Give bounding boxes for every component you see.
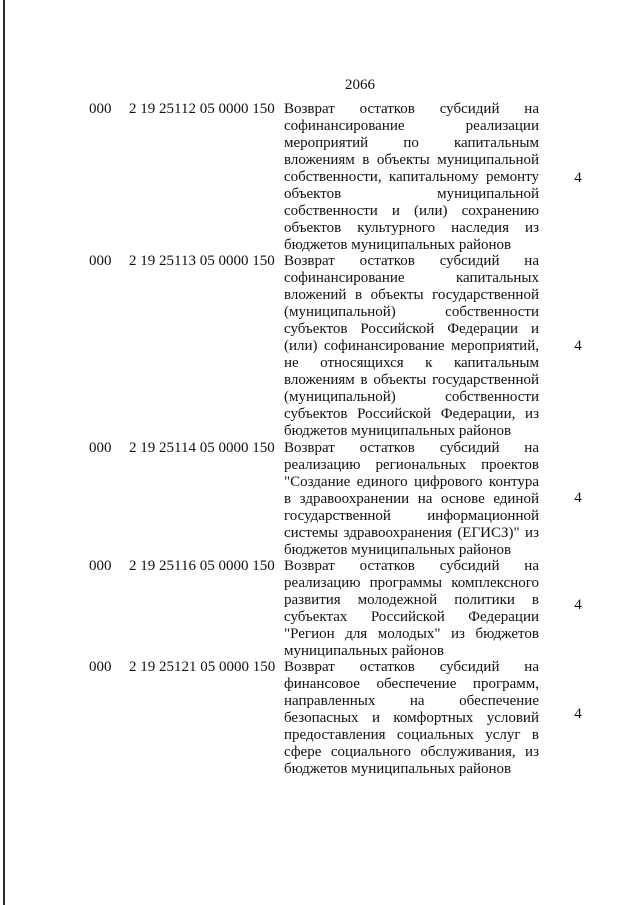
row-description: Возврат остатков субсидий на софинансирование капитальных вложений в объекты государственной (муниципальной) собственности субъектов Российской Федерации и (или) софинансирование мероприятий, не относящихся к капитальным вложениям в объекты государственной (муниципальной) собственности субъектов Российской Федерации, из бюджетов муниципальных районов bbox=[284, 253, 539, 439]
budget-code: 2 19 25112 05 0000 150 bbox=[129, 101, 275, 117]
row-value: 4 bbox=[574, 338, 582, 354]
row-description: Возврат остатков субсидий на софинансирование реализации мероприятий по капитальным вложениям в объекты муниципальной собственности, капитальному ремонту объектов муниципальной собственности и (или) сохранению объектов культурного наследия из бюджетов муниципальных районов bbox=[284, 101, 539, 253]
admin-code: 000 bbox=[89, 101, 112, 117]
row-value: 4 bbox=[574, 170, 582, 186]
budget-code: 2 19 25116 05 0000 150 bbox=[129, 558, 275, 574]
row-value: 4 bbox=[574, 706, 582, 722]
row-value: 4 bbox=[574, 490, 582, 506]
page-number: 2066 bbox=[345, 77, 375, 93]
budget-code: 2 19 25121 05 0000 150 bbox=[129, 659, 276, 675]
row-description: Возврат остатков субсидий на финансовое обеспечение программ, направленных на обеспечение безопасных и комфортных условий предоставления социальных услуг в сфере социального обслуживания, из бюджетов муниципальных районов bbox=[284, 659, 539, 777]
admin-code: 000 bbox=[89, 659, 112, 675]
admin-code: 000 bbox=[89, 558, 112, 574]
row-description: Возврат остатков субсидий на реализацию программы комплексного развития молодежной политики в субъектах Российской Федерации "Регион для молодых" из бюджетов муниципальных районов bbox=[284, 558, 539, 659]
page-left-edge bbox=[3, 0, 5, 905]
budget-code: 2 19 25113 05 0000 150 bbox=[129, 253, 275, 269]
budget-code: 2 19 25114 05 0000 150 bbox=[129, 440, 275, 456]
admin-code: 000 bbox=[89, 253, 112, 269]
row-value: 4 bbox=[574, 597, 582, 613]
admin-code: 000 bbox=[89, 440, 112, 456]
row-description: Возврат остатков субсидий на реализацию региональных проектов "Создание единого цифрового контура в здравоохранении на основе единой государственной информационной системы здравоохранения (ЕГИСЗ)" из бюджетов муниципальных районов bbox=[284, 440, 539, 558]
